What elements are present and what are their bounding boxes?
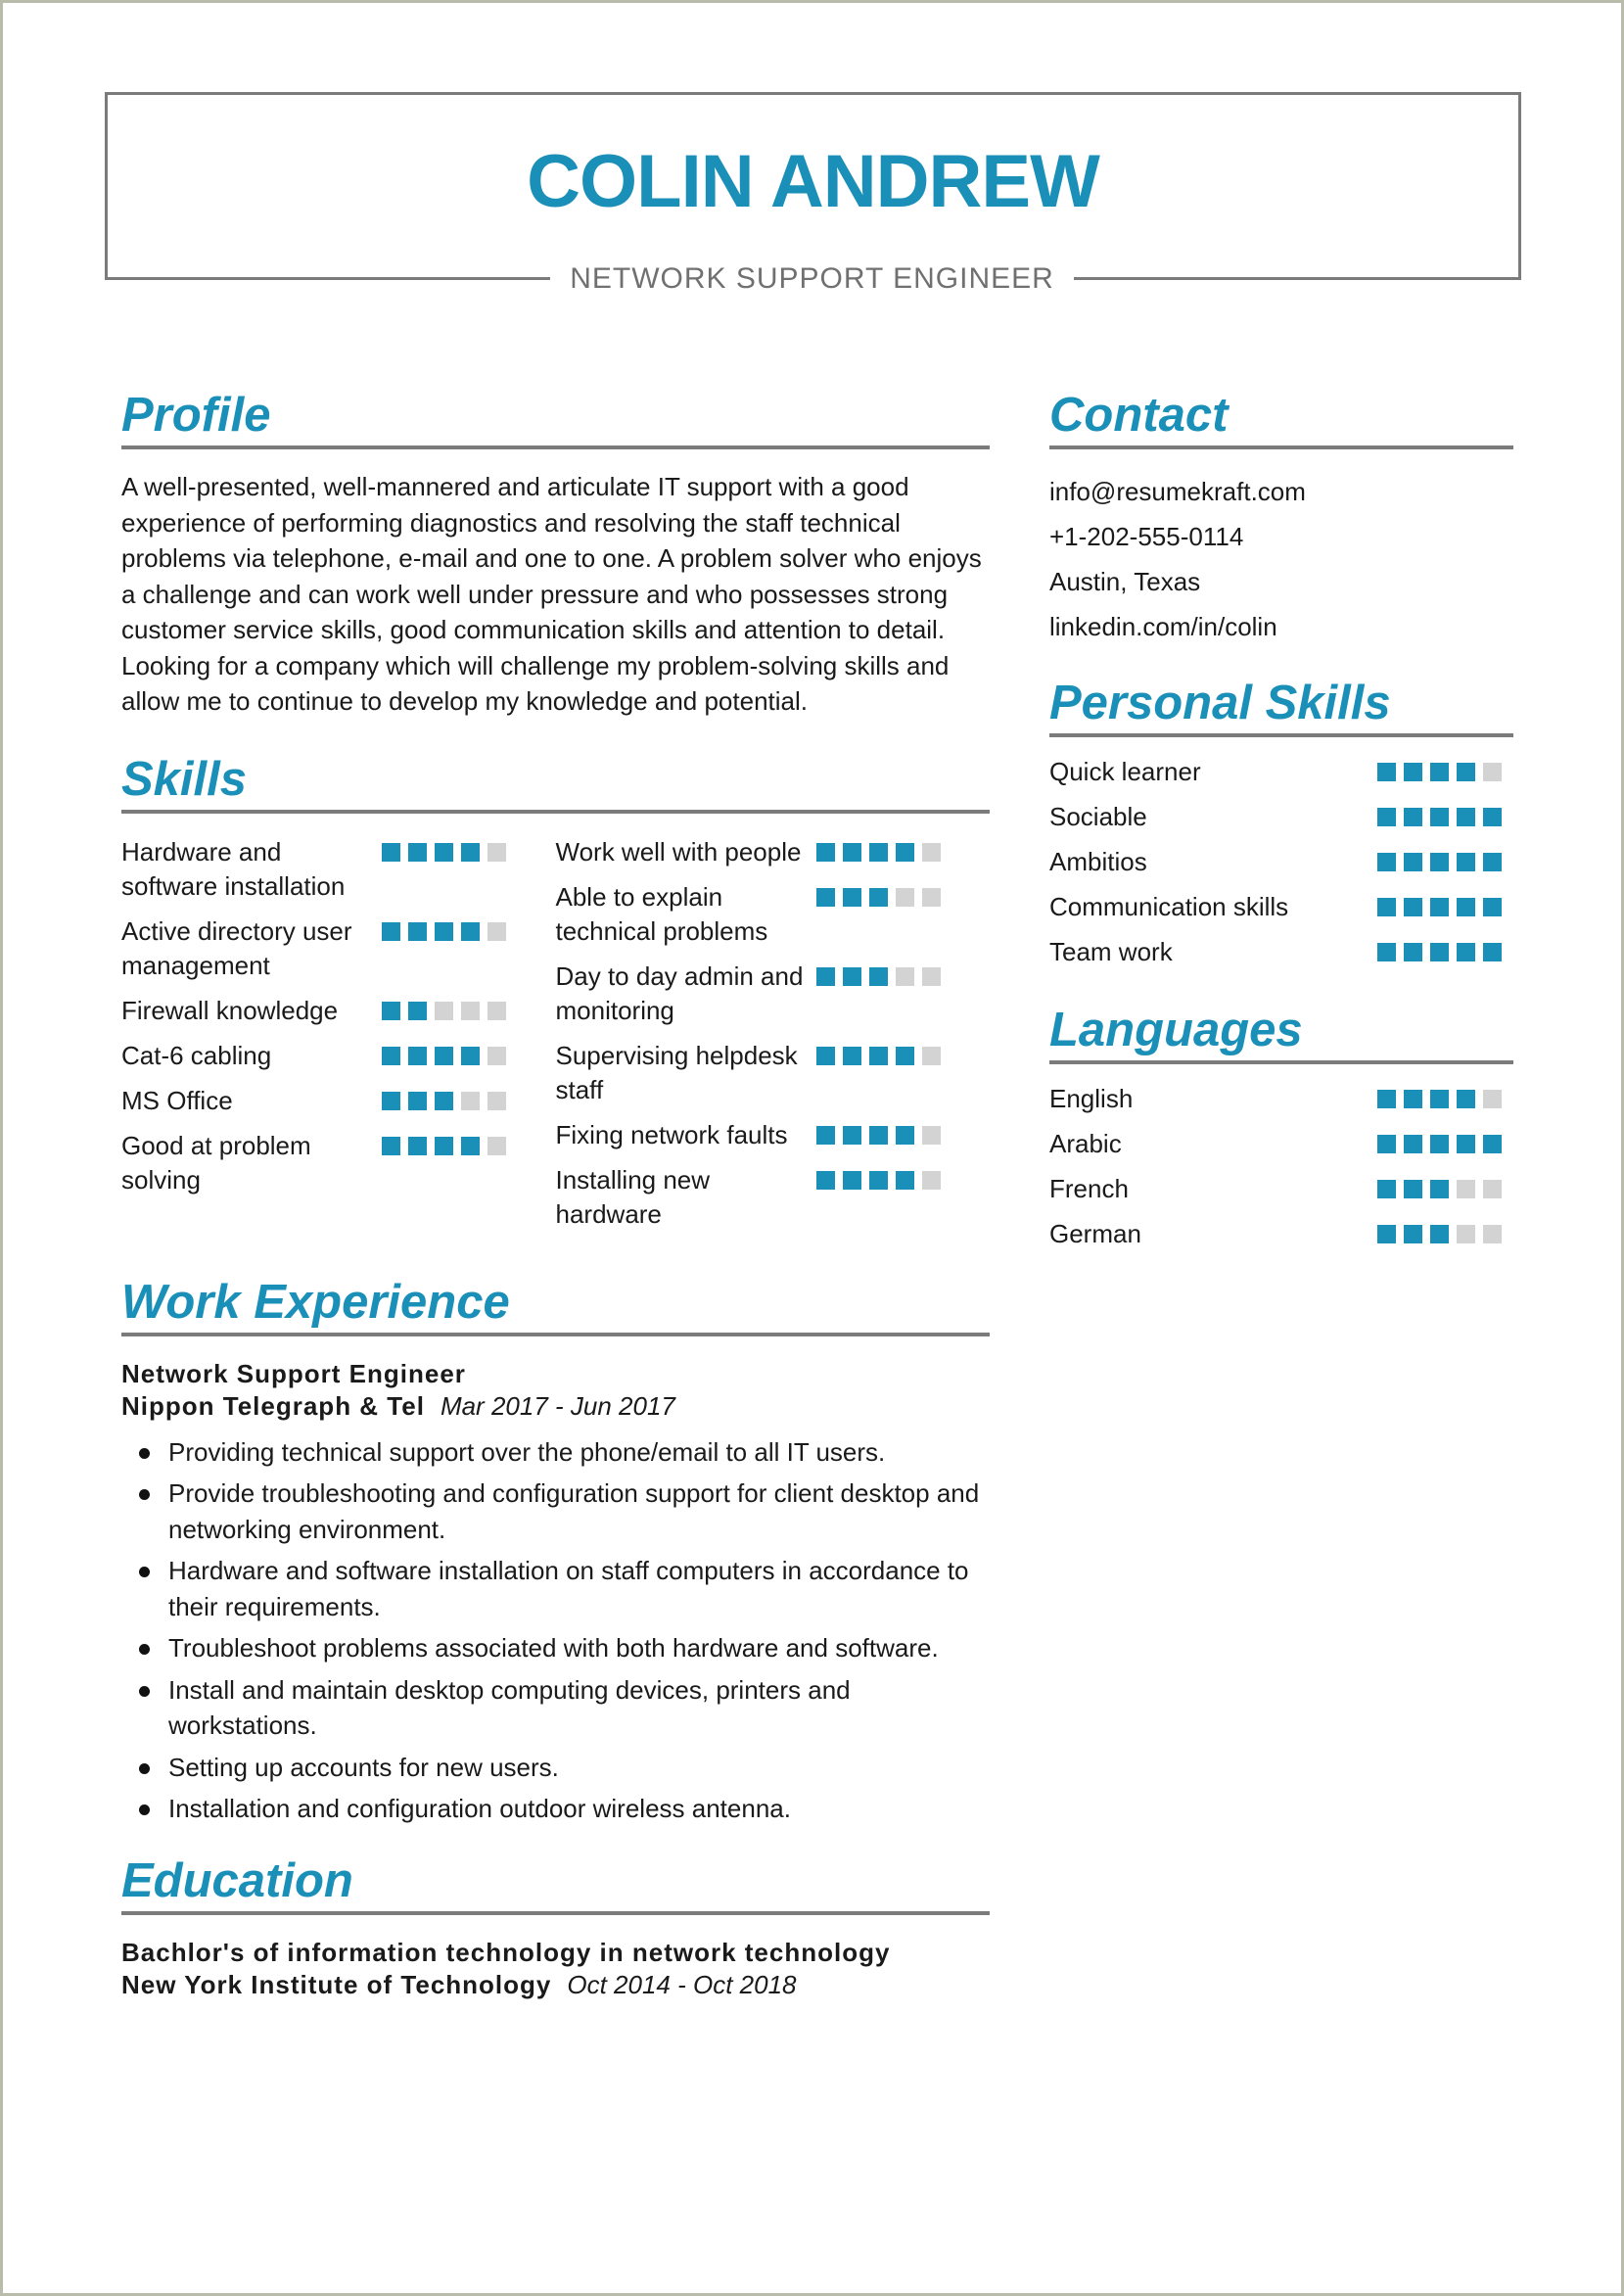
rating-dots [382, 1084, 506, 1110]
rated-item-name: French [1049, 1173, 1129, 1203]
rating-dot-filled [435, 1047, 453, 1065]
rating-dot-filled [1377, 1135, 1396, 1153]
degree-name: Bachlor's of information technology in network technology [121, 1937, 891, 1967]
rating-dot-filled [1404, 943, 1422, 961]
rated-item-row [1049, 1121, 1513, 1166]
rating-dot-filled [382, 1092, 400, 1110]
rating-dot-filled [382, 1137, 400, 1155]
job-dates: Mar 2017 - Jun 2017 [440, 1390, 675, 1421]
skill-row [121, 1084, 556, 1118]
rating-dots [816, 880, 941, 907]
skills-column-right [556, 835, 991, 1242]
rating-dot-filled [816, 1171, 835, 1190]
rating-dot-filled [896, 1171, 914, 1190]
education-section [121, 1851, 990, 2001]
skill-name: Firewall knowledge [121, 995, 339, 1025]
rating-dot-filled [435, 1092, 453, 1110]
rating-dot-filled [896, 843, 914, 862]
rating-dots [816, 1118, 941, 1145]
rating-dot-empty [896, 967, 914, 986]
rated-item-name: German [1049, 1218, 1141, 1248]
rating-dot-filled [843, 1047, 861, 1065]
rating-dot-filled [1483, 853, 1502, 871]
school-name: New York Institute of Technology [121, 1969, 552, 1999]
rated-item-name: Quick learner [1049, 756, 1201, 786]
rating-dot-filled [1404, 1090, 1422, 1108]
rating-dot-filled [843, 1171, 861, 1190]
rating-dot-empty [461, 1002, 480, 1020]
rated-item-row [1049, 749, 1513, 794]
rating-dot-filled [1377, 763, 1396, 781]
rating-dot-filled [1404, 1225, 1422, 1243]
rating-dot-filled [435, 922, 453, 941]
rating-dot-filled [896, 1047, 914, 1065]
rating-dot-filled [408, 1137, 427, 1155]
rating-dot-filled [1377, 898, 1396, 916]
rating-dot-empty [487, 1092, 506, 1110]
rating-dot-filled [408, 922, 427, 941]
education-meta [121, 1969, 990, 2001]
skill-name: Day to day admin and monitoring [555, 961, 804, 1025]
rating-dot-filled [1404, 1180, 1422, 1198]
rated-item-name: Ambitios [1049, 846, 1147, 876]
rating-dots [382, 1039, 506, 1065]
rating-dots [1377, 1135, 1502, 1153]
personal-skills-heading: Personal Skills [1049, 673, 1513, 737]
job-bullet: Setting up accounts for new users. [121, 1750, 990, 1786]
rating-dot-filled [816, 888, 835, 907]
skill-row [556, 835, 991, 869]
rating-dot-filled [1483, 943, 1502, 961]
rating-dots [382, 1129, 506, 1155]
languages-list [1049, 1076, 1513, 1256]
skill-name: Supervising helpdesk staff [555, 1040, 798, 1104]
rating-dot-filled [408, 843, 427, 862]
job-title-strip [3, 259, 1621, 299]
skills-grid [121, 835, 990, 1242]
candidate-name: COLIN ANDREW [527, 140, 1099, 223]
rated-item-row [1049, 929, 1513, 974]
skill-row [556, 880, 991, 949]
job-meta [121, 1390, 990, 1423]
skill-row [121, 994, 556, 1028]
job-bullet: Providing technical support over the phone/email to all IT users. [121, 1434, 990, 1471]
rating-dots [816, 960, 941, 986]
rated-item-row [1049, 884, 1513, 929]
job-entry [121, 1358, 990, 1827]
rating-dot-filled [869, 843, 888, 862]
rating-dot-filled [1377, 1225, 1396, 1243]
skill-name: Hardware and software installation [121, 836, 346, 901]
rating-dot-filled [1457, 1090, 1475, 1108]
rating-dot-empty [896, 888, 914, 907]
rating-dot-filled [1377, 853, 1396, 871]
rating-dot-filled [1404, 1135, 1422, 1153]
rating-dot-filled [382, 1002, 400, 1020]
job-title: Network Support Engineer [121, 1358, 466, 1388]
rating-dots [1377, 853, 1502, 871]
rating-dot-filled [843, 1126, 861, 1145]
rating-dot-filled [869, 1047, 888, 1065]
skills-heading: Skills [121, 749, 990, 814]
contact-linkedin[interactable]: linkedin.com/in/colin [1049, 612, 1277, 641]
rating-dot-filled [435, 843, 453, 862]
skill-row [121, 914, 556, 983]
rating-dot-filled [408, 1047, 427, 1065]
rating-dots [816, 835, 941, 862]
rating-dot-empty [922, 967, 941, 986]
profile-section [121, 385, 990, 720]
rating-dot-filled [1377, 943, 1396, 961]
rating-dot-filled [843, 843, 861, 862]
rating-dot-filled [1430, 1090, 1449, 1108]
rating-dot-filled [843, 888, 861, 907]
rating-dot-filled [435, 1137, 453, 1155]
rating-dot-empty [922, 1126, 941, 1145]
rated-item-row [1049, 1076, 1513, 1121]
rating-dot-filled [1430, 898, 1449, 916]
rating-dot-filled [1430, 808, 1449, 826]
rating-dot-filled [816, 1047, 835, 1065]
rating-dot-filled [1430, 1225, 1449, 1243]
rated-item-name: English [1049, 1083, 1134, 1113]
skill-name: Active directory user management [121, 915, 352, 980]
experience-section [121, 1272, 990, 1827]
rating-dots [816, 1039, 941, 1065]
rating-dots [816, 1163, 941, 1190]
personal-skills-list [1049, 749, 1513, 974]
education-dates: Oct 2014 - Oct 2018 [567, 1969, 797, 1999]
rating-dot-filled [1430, 1135, 1449, 1153]
skill-row [121, 1039, 556, 1073]
rating-dot-filled [382, 843, 400, 862]
rating-dot-filled [461, 843, 480, 862]
job-bullet: Hardware and software installation on staff computers in accordance to their requirements. [121, 1553, 990, 1624]
skill-name: Able to explain technical problems [555, 881, 768, 946]
skill-name: Work well with people [555, 836, 802, 867]
rating-dot-filled [1430, 763, 1449, 781]
rating-dot-filled [816, 843, 835, 862]
rating-dot-filled [1457, 763, 1475, 781]
rating-dot-filled [1404, 808, 1422, 826]
rating-dot-filled [1430, 943, 1449, 961]
rating-dots [1377, 898, 1502, 916]
rating-dot-filled [1430, 853, 1449, 871]
rating-dot-filled [869, 967, 888, 986]
rating-dots [1377, 1225, 1502, 1243]
rating-dot-empty [487, 1047, 506, 1065]
skill-row [121, 1129, 556, 1197]
job-bullets [121, 1434, 990, 1827]
rating-dots [1377, 1180, 1502, 1198]
skill-name: MS Office [121, 1085, 233, 1115]
rating-dot-filled [1404, 763, 1422, 781]
rating-dot-empty [487, 843, 506, 862]
contact-location: Austin, Texas [1049, 567, 1201, 596]
rating-dot-empty [1483, 1090, 1502, 1108]
rating-dot-filled [408, 1092, 427, 1110]
job-bullet: Install and maintain desktop computing devices, printers and workstations. [121, 1672, 990, 1744]
job-bullet: Provide troubleshooting and configuration support for client desktop and networking environment. [121, 1476, 990, 1547]
rating-dot-filled [1404, 853, 1422, 871]
personal-skills-section [1049, 673, 1513, 974]
rating-dot-filled [1483, 1135, 1502, 1153]
rated-item-row [1049, 839, 1513, 884]
rating-dot-empty [922, 843, 941, 862]
rated-item-row [1049, 1211, 1513, 1256]
rating-dot-filled [382, 1047, 400, 1065]
rating-dot-empty [922, 888, 941, 907]
job-bullet: Installation and configuration outdoor wireless antenna. [121, 1791, 990, 1827]
rating-dots [1377, 943, 1502, 961]
rated-item-row [1049, 1166, 1513, 1211]
rating-dot-empty [461, 1092, 480, 1110]
rating-dot-filled [843, 967, 861, 986]
rating-dot-filled [816, 967, 835, 986]
skill-row [556, 1039, 991, 1107]
contact-phone: +1-202-555-0114 [1049, 522, 1244, 551]
rating-dots [382, 994, 506, 1020]
rating-dots [382, 914, 506, 941]
rating-dot-filled [461, 1047, 480, 1065]
rating-dots [1377, 763, 1502, 781]
resume-page [3, 3, 1621, 2293]
rating-dot-filled [1457, 853, 1475, 871]
rating-dot-empty [487, 1002, 506, 1020]
rating-dot-empty [1483, 1180, 1502, 1198]
rating-dot-filled [896, 1126, 914, 1145]
rating-dot-filled [461, 922, 480, 941]
rating-dot-filled [816, 1126, 835, 1145]
rating-dot-filled [1404, 898, 1422, 916]
job-bullet: Troubleshoot problems associated with both hardware and software. [121, 1630, 990, 1666]
contact-section [1049, 385, 1513, 649]
profile-heading: Profile [121, 385, 990, 449]
rating-dot-empty [435, 1002, 453, 1020]
rating-dot-filled [408, 1002, 427, 1020]
rating-dot-filled [1377, 1180, 1396, 1198]
rating-dot-empty [487, 1137, 506, 1155]
skill-row [121, 835, 556, 904]
skill-name: Good at problem solving [121, 1130, 311, 1195]
rated-item-name: Sociable [1049, 801, 1147, 831]
skill-name: Cat-6 cabling [121, 1040, 272, 1070]
skill-name: Fixing network faults [555, 1119, 788, 1149]
rating-dot-filled [869, 1171, 888, 1190]
languages-heading: Languages [1049, 1000, 1513, 1064]
rating-dot-filled [869, 888, 888, 907]
rated-item-name: Team work [1049, 936, 1173, 966]
rating-dot-empty [1457, 1180, 1475, 1198]
rated-item-name: Arabic [1049, 1128, 1122, 1158]
rating-dots [1377, 808, 1502, 826]
rating-dot-empty [1483, 763, 1502, 781]
skill-row [556, 1118, 991, 1152]
right-column [1049, 385, 1513, 1256]
skill-row [556, 960, 991, 1028]
rating-dot-filled [1377, 808, 1396, 826]
education-entry [121, 1937, 990, 2001]
rating-dot-filled [1377, 1090, 1396, 1108]
rating-dot-empty [1457, 1225, 1475, 1243]
rating-dot-empty [922, 1171, 941, 1190]
contact-email[interactable]: info@resumekraft.com [1049, 477, 1306, 506]
rating-dot-empty [922, 1047, 941, 1065]
languages-section [1049, 1000, 1513, 1256]
rating-dot-filled [1457, 1135, 1475, 1153]
rating-dot-empty [1483, 1225, 1502, 1243]
rated-item-name: Communication skills [1049, 891, 1289, 921]
rating-dot-filled [382, 922, 400, 941]
rating-dots [1377, 1090, 1502, 1108]
rating-dot-filled [1483, 808, 1502, 826]
profile-text: A well-presented, well-mannered and articulate IT support with a good experience of performing diagnostics and resolving the staff technical problems via telephone, e-mail and one to one. A problem solver who enjoys a challenge and can work well under pressure and who possesses strong customer service skills, good communication skills and attention to detail. Looking for a company which will challenge my problem-solving skills and allow me to continue to develop my knowledge and potential. [121, 472, 982, 716]
contact-heading: Contact [1049, 385, 1513, 449]
skill-row [556, 1163, 991, 1232]
skill-name: Installing new hardware [555, 1164, 711, 1229]
rating-dot-filled [1457, 808, 1475, 826]
contact-list [1049, 469, 1513, 649]
experience-heading: Work Experience [121, 1272, 990, 1336]
rating-dots [382, 835, 506, 862]
job-company: Nippon Telegraph & Tel [121, 1390, 425, 1421]
rating-dot-filled [1430, 1180, 1449, 1198]
skills-column-left [121, 835, 556, 1242]
candidate-title: NETWORK SUPPORT ENGINEER [550, 259, 1074, 299]
education-heading: Education [121, 1851, 990, 1915]
skills-section [121, 749, 990, 1242]
rating-dot-filled [1457, 943, 1475, 961]
rating-dot-filled [461, 1137, 480, 1155]
rating-dot-filled [1483, 898, 1502, 916]
name-box [105, 92, 1521, 280]
rating-dot-filled [1457, 898, 1475, 916]
rating-dot-empty [487, 922, 506, 941]
left-column [121, 385, 990, 2001]
rated-item-row [1049, 794, 1513, 839]
rating-dot-filled [869, 1126, 888, 1145]
